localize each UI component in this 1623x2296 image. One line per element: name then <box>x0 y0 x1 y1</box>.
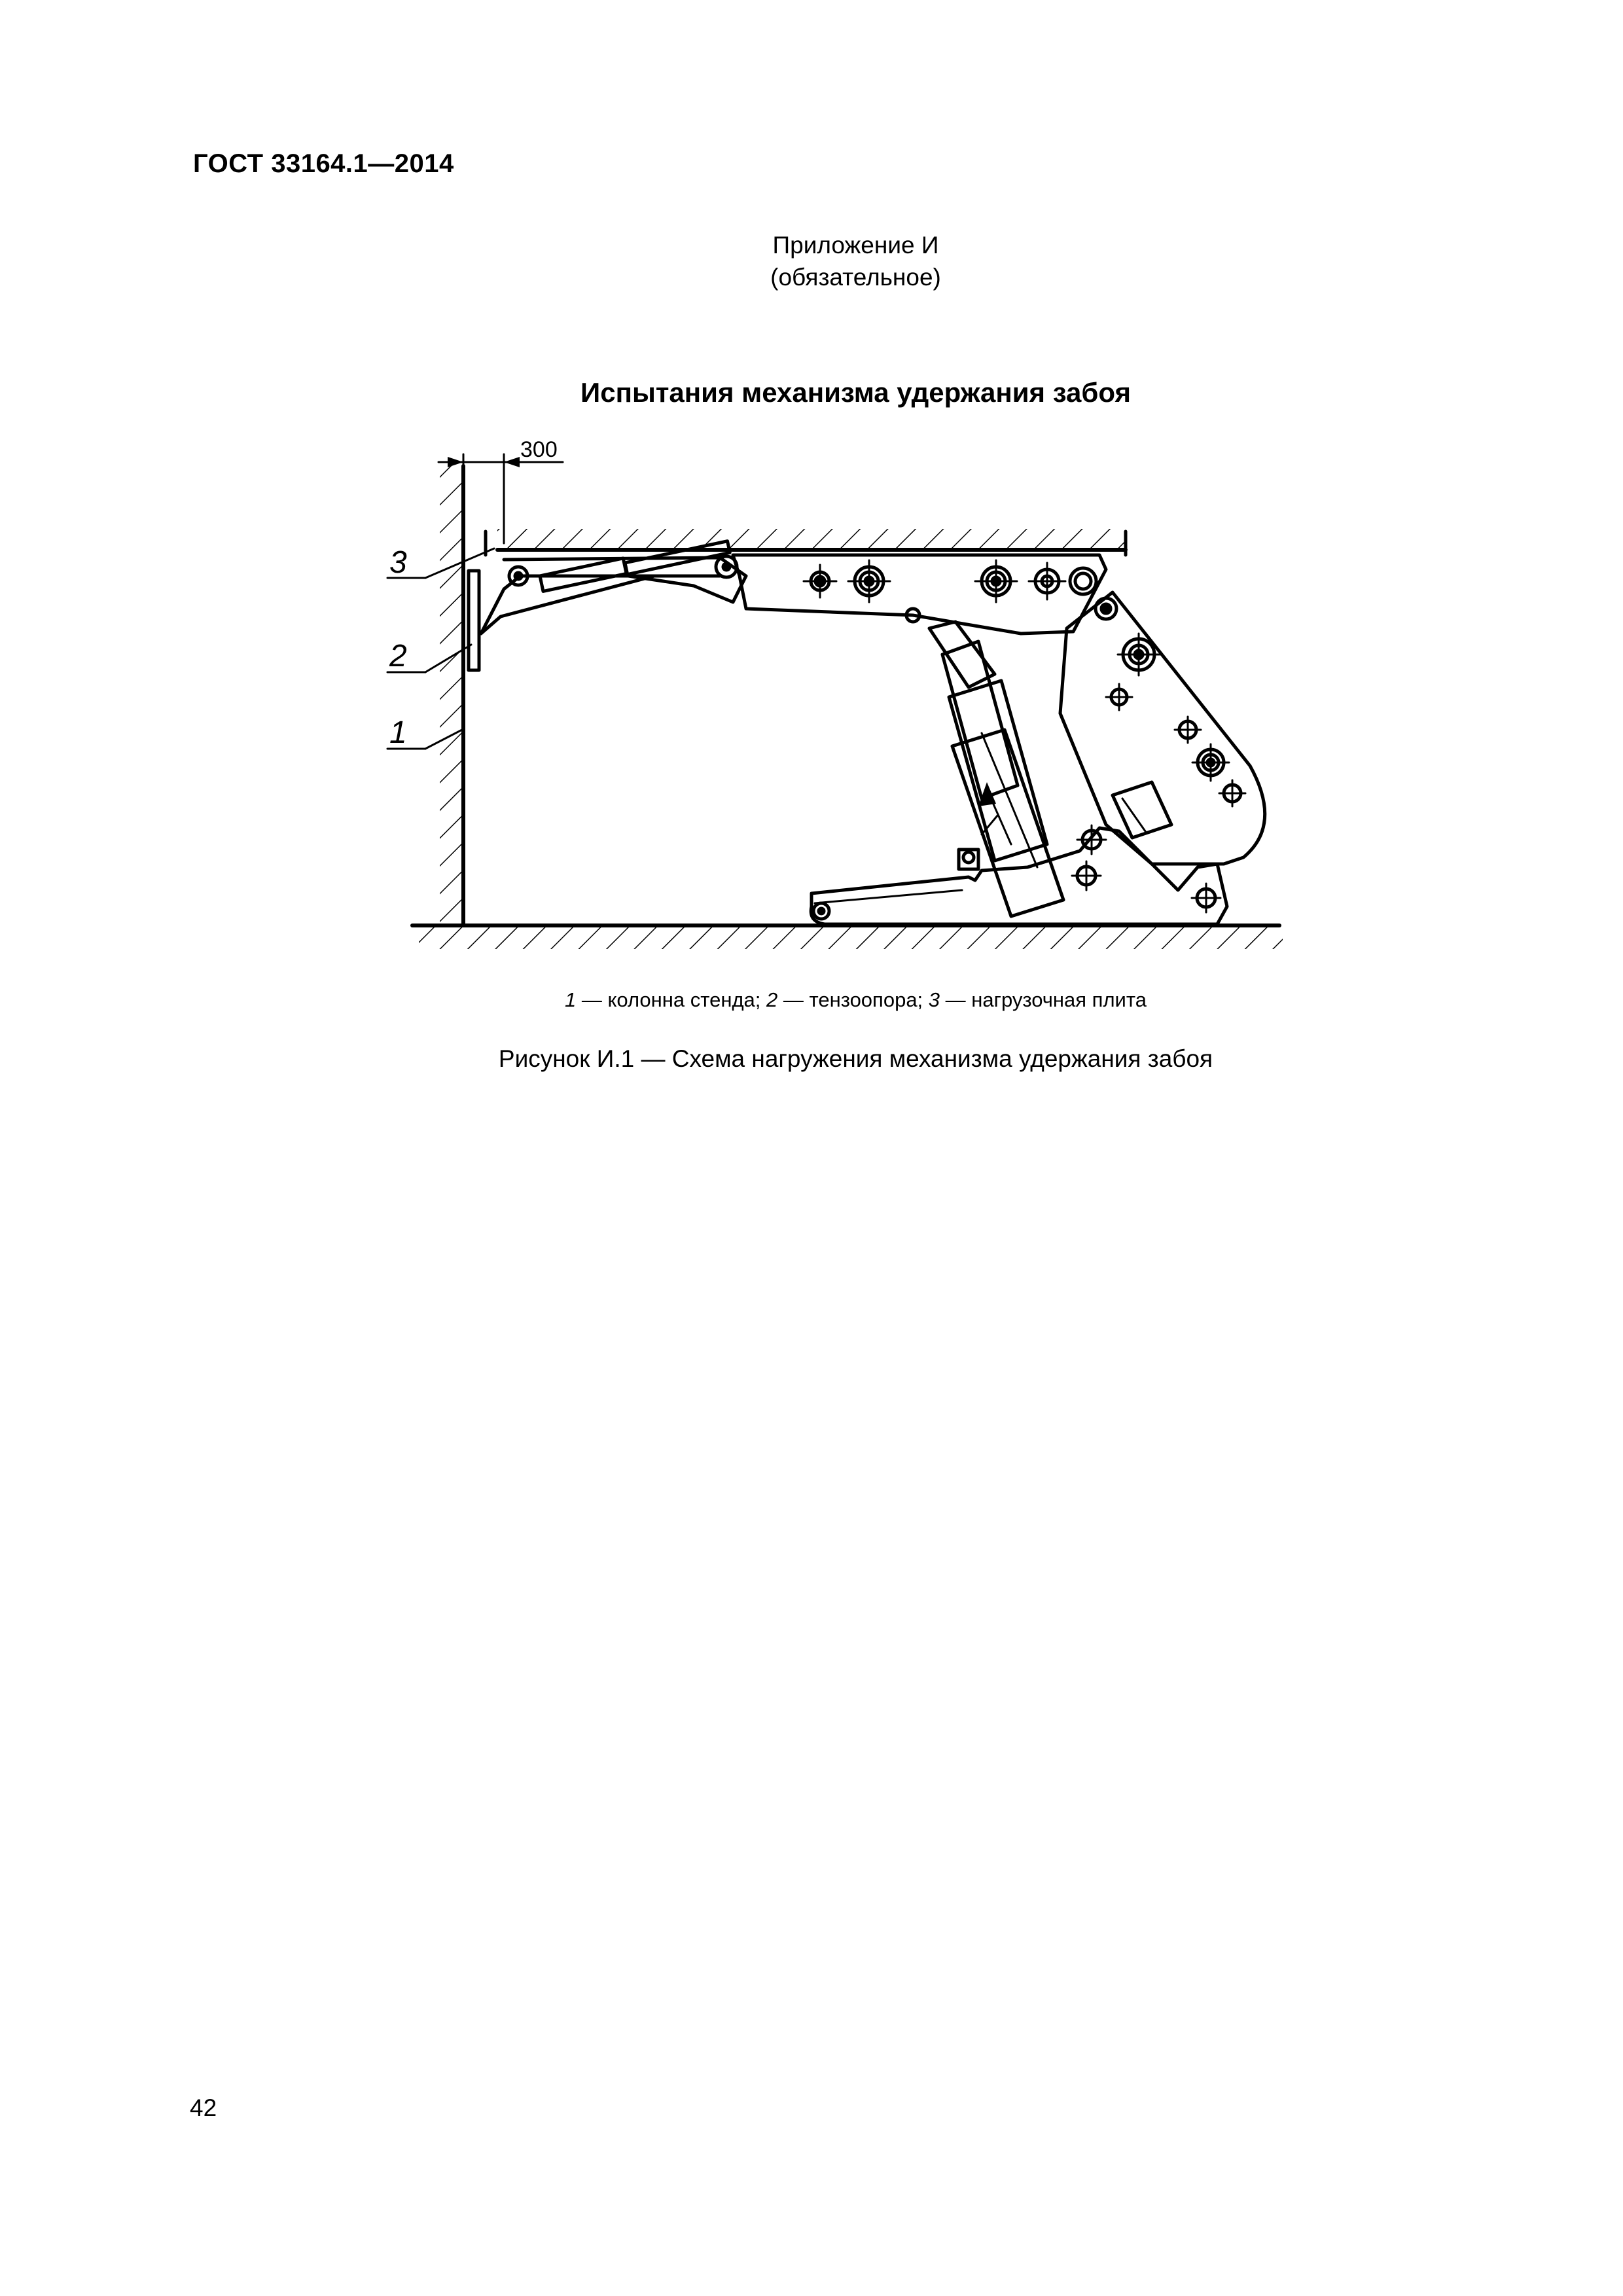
page-number: 42 <box>190 2094 217 2121</box>
figure-caption: Рисунок И.1 — Схема нагружения механизма удержания забоя <box>498 1045 1213 1072</box>
section-title: Испытания механизма удержания забоя <box>580 377 1131 408</box>
dimension-label: 300 <box>520 437 558 462</box>
annex-status: (обязательное) <box>770 264 941 291</box>
legend-num-2: 2 <box>766 988 778 1011</box>
base <box>811 828 1227 924</box>
legend-num-3: 3 <box>928 988 940 1011</box>
shield-pins <box>1106 634 1245 806</box>
legend-text-3: — нагрузочная плита <box>940 988 1147 1011</box>
legend-text-1: — колонна стенда; <box>576 988 767 1011</box>
roof-hatching <box>497 529 1126 548</box>
goaf-shield <box>1060 592 1265 864</box>
callout-2: 2 <box>389 639 407 673</box>
legend-text-2: — тензоопора; <box>777 988 929 1011</box>
legend-num-1: 1 <box>565 988 577 1011</box>
load-cell <box>469 571 479 670</box>
canopy-pins <box>804 560 1116 619</box>
leg-cylinder <box>929 622 1063 916</box>
figure-legend <box>0 988 1623 1012</box>
wall-hatching <box>440 466 463 924</box>
floor-hatching <box>419 925 1283 949</box>
annex-title: Приложение И <box>772 232 939 259</box>
document-id: ГОСТ 33164.1—2014 <box>193 149 454 178</box>
callout-1: 1 <box>389 715 407 750</box>
callout-3: 3 <box>389 545 407 580</box>
